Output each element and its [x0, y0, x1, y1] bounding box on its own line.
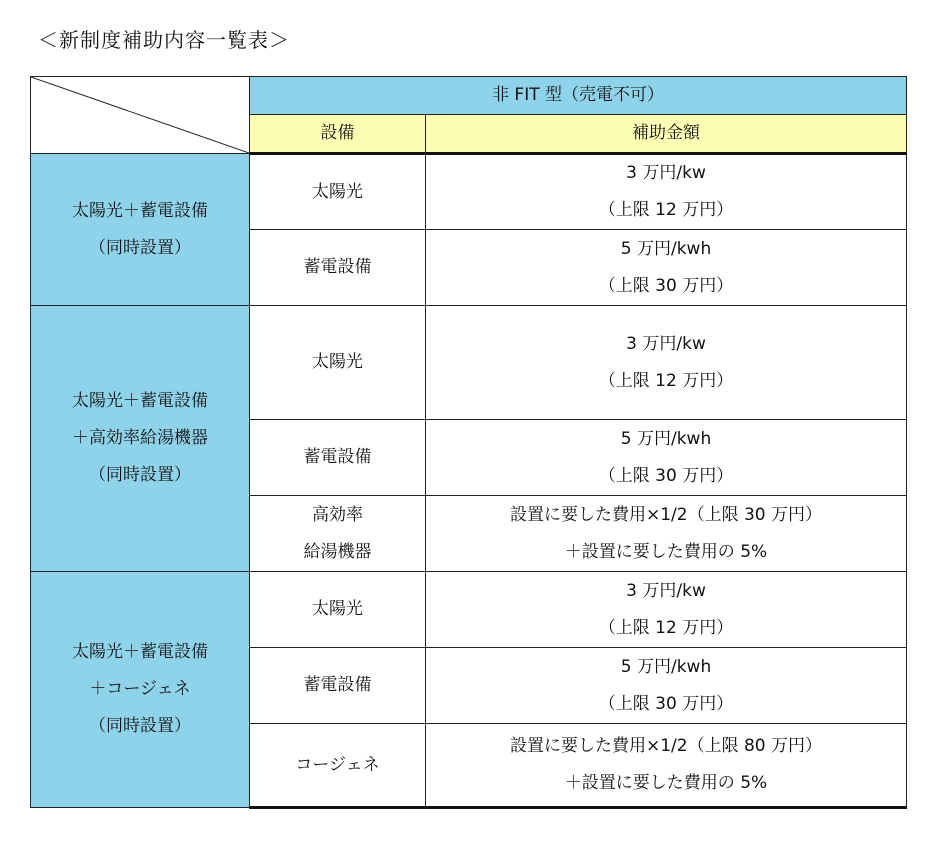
item-cell: 蓄電設備 [250, 230, 426, 306]
table-row [31, 572, 907, 648]
header-main: 非 FIT 型（売電不可） [250, 77, 907, 115]
page-title: ＜新制度補助内容一覧表＞ [38, 28, 290, 52]
item-cell: コージェネ [250, 724, 426, 808]
header-amount: 補助金額 [426, 115, 907, 154]
group-label: 太陽光＋蓄電設備 ＋高効率給湯機器 （同時設置） [31, 306, 250, 572]
item-cell: 太陽光 [250, 306, 426, 420]
item-cell: 太陽光 [250, 572, 426, 648]
subsidy-table [30, 76, 907, 809]
amount-cell: 3 万円/kw （上限 12 万円） [426, 154, 907, 230]
header-item: 設備 [250, 115, 426, 154]
amount-cell: 3 万円/kw （上限 12 万円） [426, 306, 907, 420]
table-row [31, 154, 907, 230]
item-cell: 高効率 給湯機器 [250, 496, 426, 572]
amount-cell: 5 万円/kwh （上限 30 万円） [426, 230, 907, 306]
table-row [31, 306, 907, 420]
amount-cell: 5 万円/kwh （上限 30 万円） [426, 648, 907, 724]
item-cell: 蓄電設備 [250, 648, 426, 724]
item-cell: 太陽光 [250, 154, 426, 230]
group-label: 太陽光＋蓄電設備 （同時設置） [31, 154, 250, 306]
amount-cell: 設置に要した費用×1/2（上限 80 万円） ＋設置に要した費用の 5% [426, 724, 907, 808]
amount-cell: 設置に要した費用×1/2（上限 30 万円） ＋設置に要した費用の 5% [426, 496, 907, 572]
amount-cell: 5 万円/kwh （上限 30 万円） [426, 420, 907, 496]
item-cell: 蓄電設備 [250, 420, 426, 496]
amount-cell: 3 万円/kw （上限 12 万円） [426, 572, 907, 648]
corner-cell [31, 77, 250, 154]
group-label: 太陽光＋蓄電設備 ＋コージェネ （同時設置） [31, 572, 250, 808]
diagonal-line [31, 77, 249, 153]
